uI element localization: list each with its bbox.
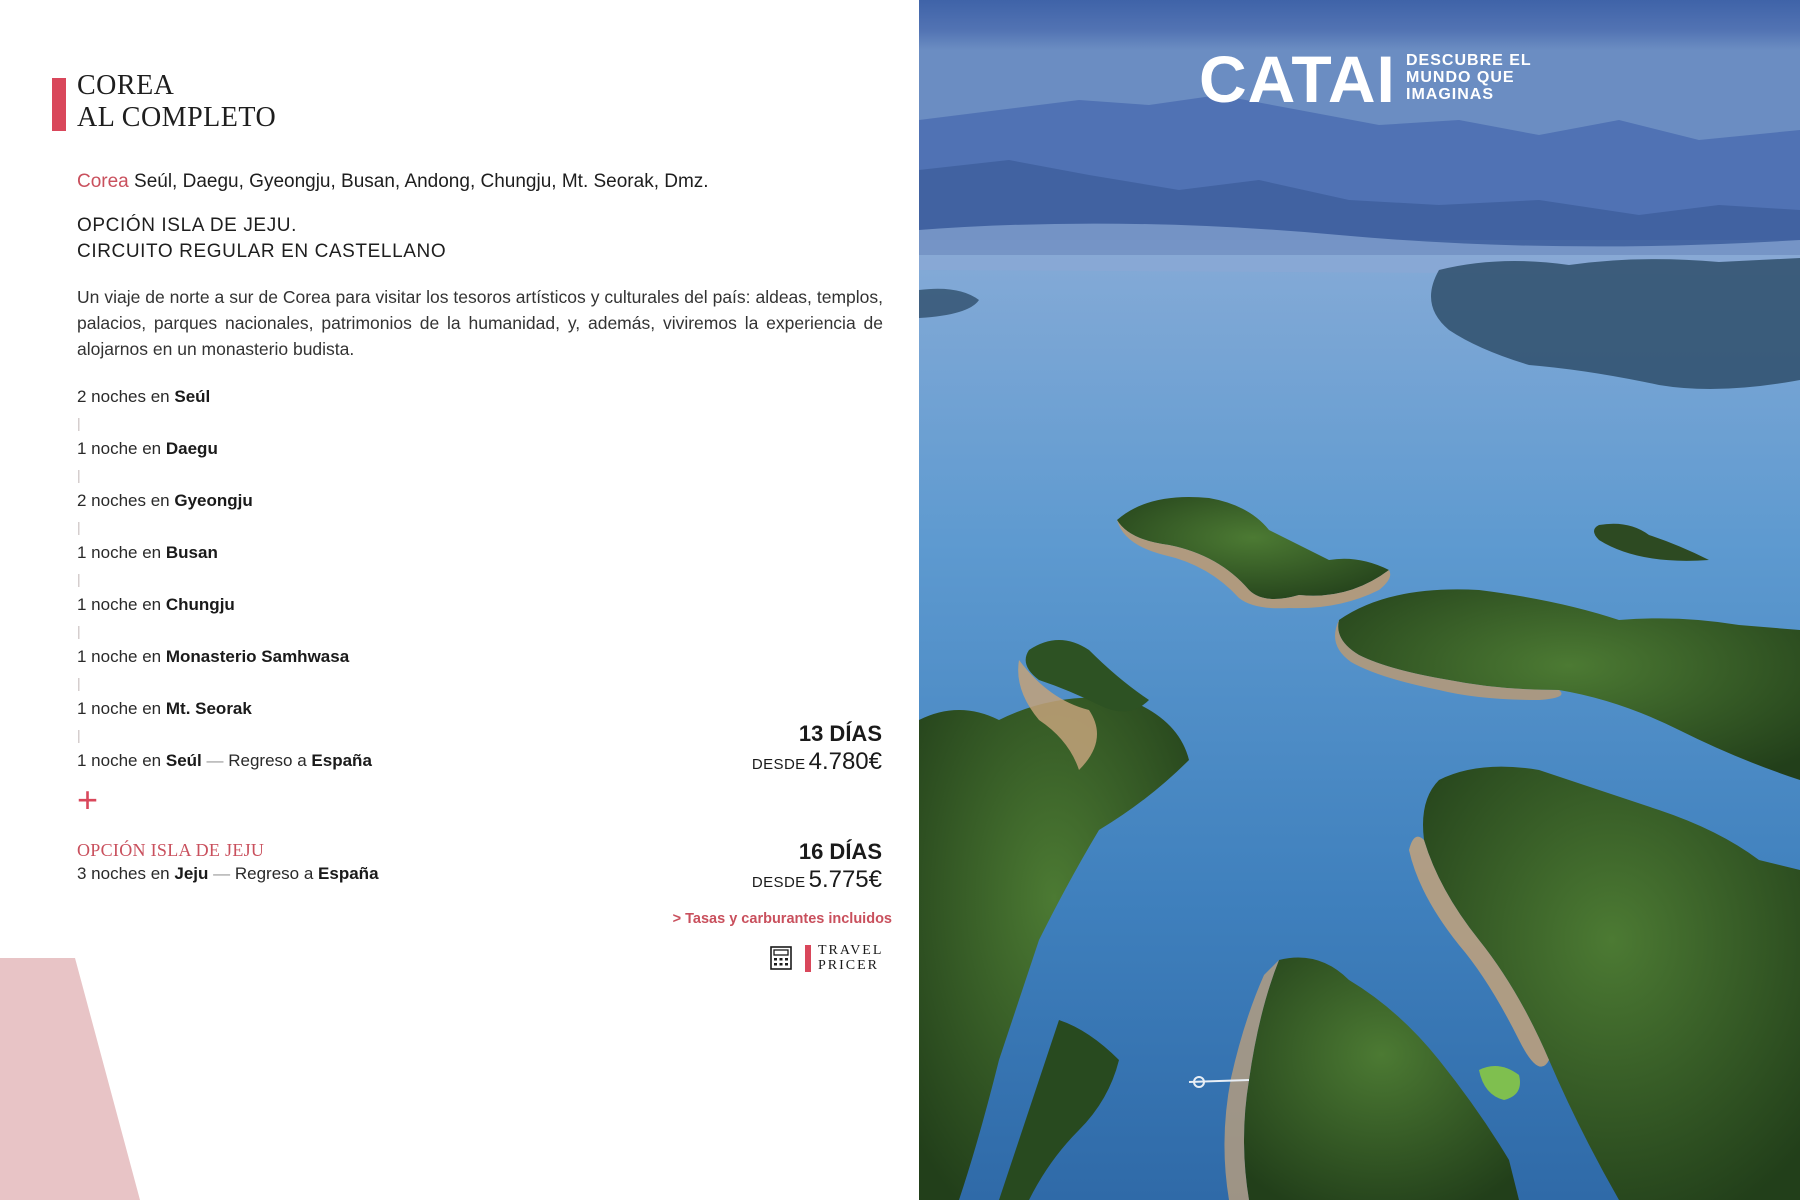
travel-pricer-bar — [805, 945, 811, 972]
price-amount: 4.780€ — [808, 748, 882, 775]
stop-return-text: Regreso a — [228, 751, 307, 770]
stop-place: Monasterio Samhwasa — [165, 647, 350, 666]
price-13-days — [582, 720, 882, 779]
itinerary-stop — [77, 644, 372, 670]
destinations-line — [77, 171, 709, 193]
destinations-cities: Seúl, Daegu, Gyeongju, Busan, Andong, Chungju, Mt. Seorak, Dmz. — [134, 171, 709, 192]
subtitle-line-1: OPCIÓN ISLA DE JEJU. — [77, 215, 297, 236]
brand-name: CATAI — [1199, 42, 1396, 116]
travel-pricer-line-2: PRICER — [818, 958, 880, 973]
itinerary-separator: | — [77, 415, 81, 431]
stop-place: Chungju — [165, 595, 235, 614]
plus-icon: + — [77, 779, 99, 820]
title-accent-bar — [52, 78, 66, 131]
price-desde: DESDE — [751, 874, 806, 891]
option-dash: — — [213, 864, 231, 883]
taxes-note-link[interactable]: > Tasas y carburantes incluidos — [672, 911, 892, 927]
stop-nights: 1 noche en — [77, 699, 162, 718]
option-label: OPCIÓN ISLA DE JEJU — [77, 840, 265, 860]
tagline-line-1: DESCUBRE EL — [1406, 52, 1532, 69]
itinerary-separator: | — [77, 519, 81, 535]
travel-pricer-logo[interactable] — [770, 943, 882, 975]
travel-pricer-text — [818, 943, 883, 973]
calculator-icon — [770, 946, 792, 970]
stop-place: Mt. Seorak — [165, 699, 252, 718]
itinerary-stop — [77, 696, 372, 722]
option-line — [77, 864, 379, 884]
price-from — [582, 866, 882, 897]
itinerary-stop — [77, 384, 372, 410]
itinerary-list — [77, 384, 372, 774]
page-title — [77, 70, 276, 134]
lake-islands-photo — [919, 0, 1800, 1200]
stop-nights: 1 noche en — [77, 543, 162, 562]
stop-nights: 1 noche en — [77, 751, 162, 770]
option-return-place: España — [318, 864, 379, 883]
option-nights: 3 noches en — [77, 864, 170, 883]
brand-tagline — [1406, 52, 1532, 103]
price-days: 16 DÍAS — [798, 839, 882, 864]
stop-place: Seúl — [174, 387, 211, 406]
stop-nights: 1 noche en — [77, 647, 162, 666]
title-line-2: AL COMPLETO — [77, 102, 277, 133]
itinerary-separator: | — [77, 467, 81, 483]
itinerary-stop — [77, 540, 372, 566]
option-place: Jeju — [174, 864, 209, 883]
tagline-line-2: MUNDO QUE — [1406, 69, 1515, 86]
title-line-1: COREA — [77, 70, 175, 101]
stop-place: Busan — [165, 543, 218, 562]
destinations-country: Corea — [77, 171, 129, 192]
stop-place: Seúl — [165, 751, 202, 770]
stop-nights: 1 noche en — [77, 595, 162, 614]
stop-place: Gyeongju — [174, 491, 253, 510]
itinerary-separator: | — [77, 623, 81, 639]
trip-description: Un viaje de norte a sur de Corea para visitar los tesoros artísticos y culturales del país: aldeas, templos, palacios, parques nacionales, patrimonios de la humanidad, y, además, viviremos la experiencia de alojarnos en un monasterio budista. — [77, 287, 883, 359]
subtitle-line-2: CIRCUITO REGULAR EN CASTELLANO — [77, 241, 447, 262]
stop-return-place: España — [311, 751, 372, 770]
itinerary-stop — [77, 592, 372, 618]
price-amount: 5.775€ — [808, 866, 882, 893]
itinerary-separator: | — [77, 727, 81, 743]
itinerary-stop — [77, 488, 372, 514]
stop-nights: 1 noche en — [77, 439, 162, 458]
price-desde: DESDE — [751, 756, 806, 773]
itinerary-stop — [77, 748, 372, 774]
price-16-days — [582, 838, 882, 897]
stop-dash: — — [206, 751, 224, 770]
trip-subtitle — [77, 213, 446, 265]
stop-nights: 2 noches en — [77, 387, 170, 406]
stop-place: Daegu — [165, 439, 218, 458]
stop-nights: 2 noches en — [77, 491, 170, 510]
decorative-pink-shape — [0, 958, 145, 1200]
itinerary-stop — [77, 436, 372, 462]
photo-panel — [919, 0, 1800, 1200]
tagline-line-3: IMAGINAS — [1406, 86, 1494, 103]
price-days: 13 DÍAS — [798, 721, 882, 746]
price-from — [582, 748, 882, 779]
option-return-text: Regreso a — [234, 864, 314, 883]
itinerary-separator: | — [77, 571, 81, 587]
travel-pricer-line-1: TRAVEL — [818, 943, 884, 958]
itinerary-separator: | — [77, 675, 81, 691]
